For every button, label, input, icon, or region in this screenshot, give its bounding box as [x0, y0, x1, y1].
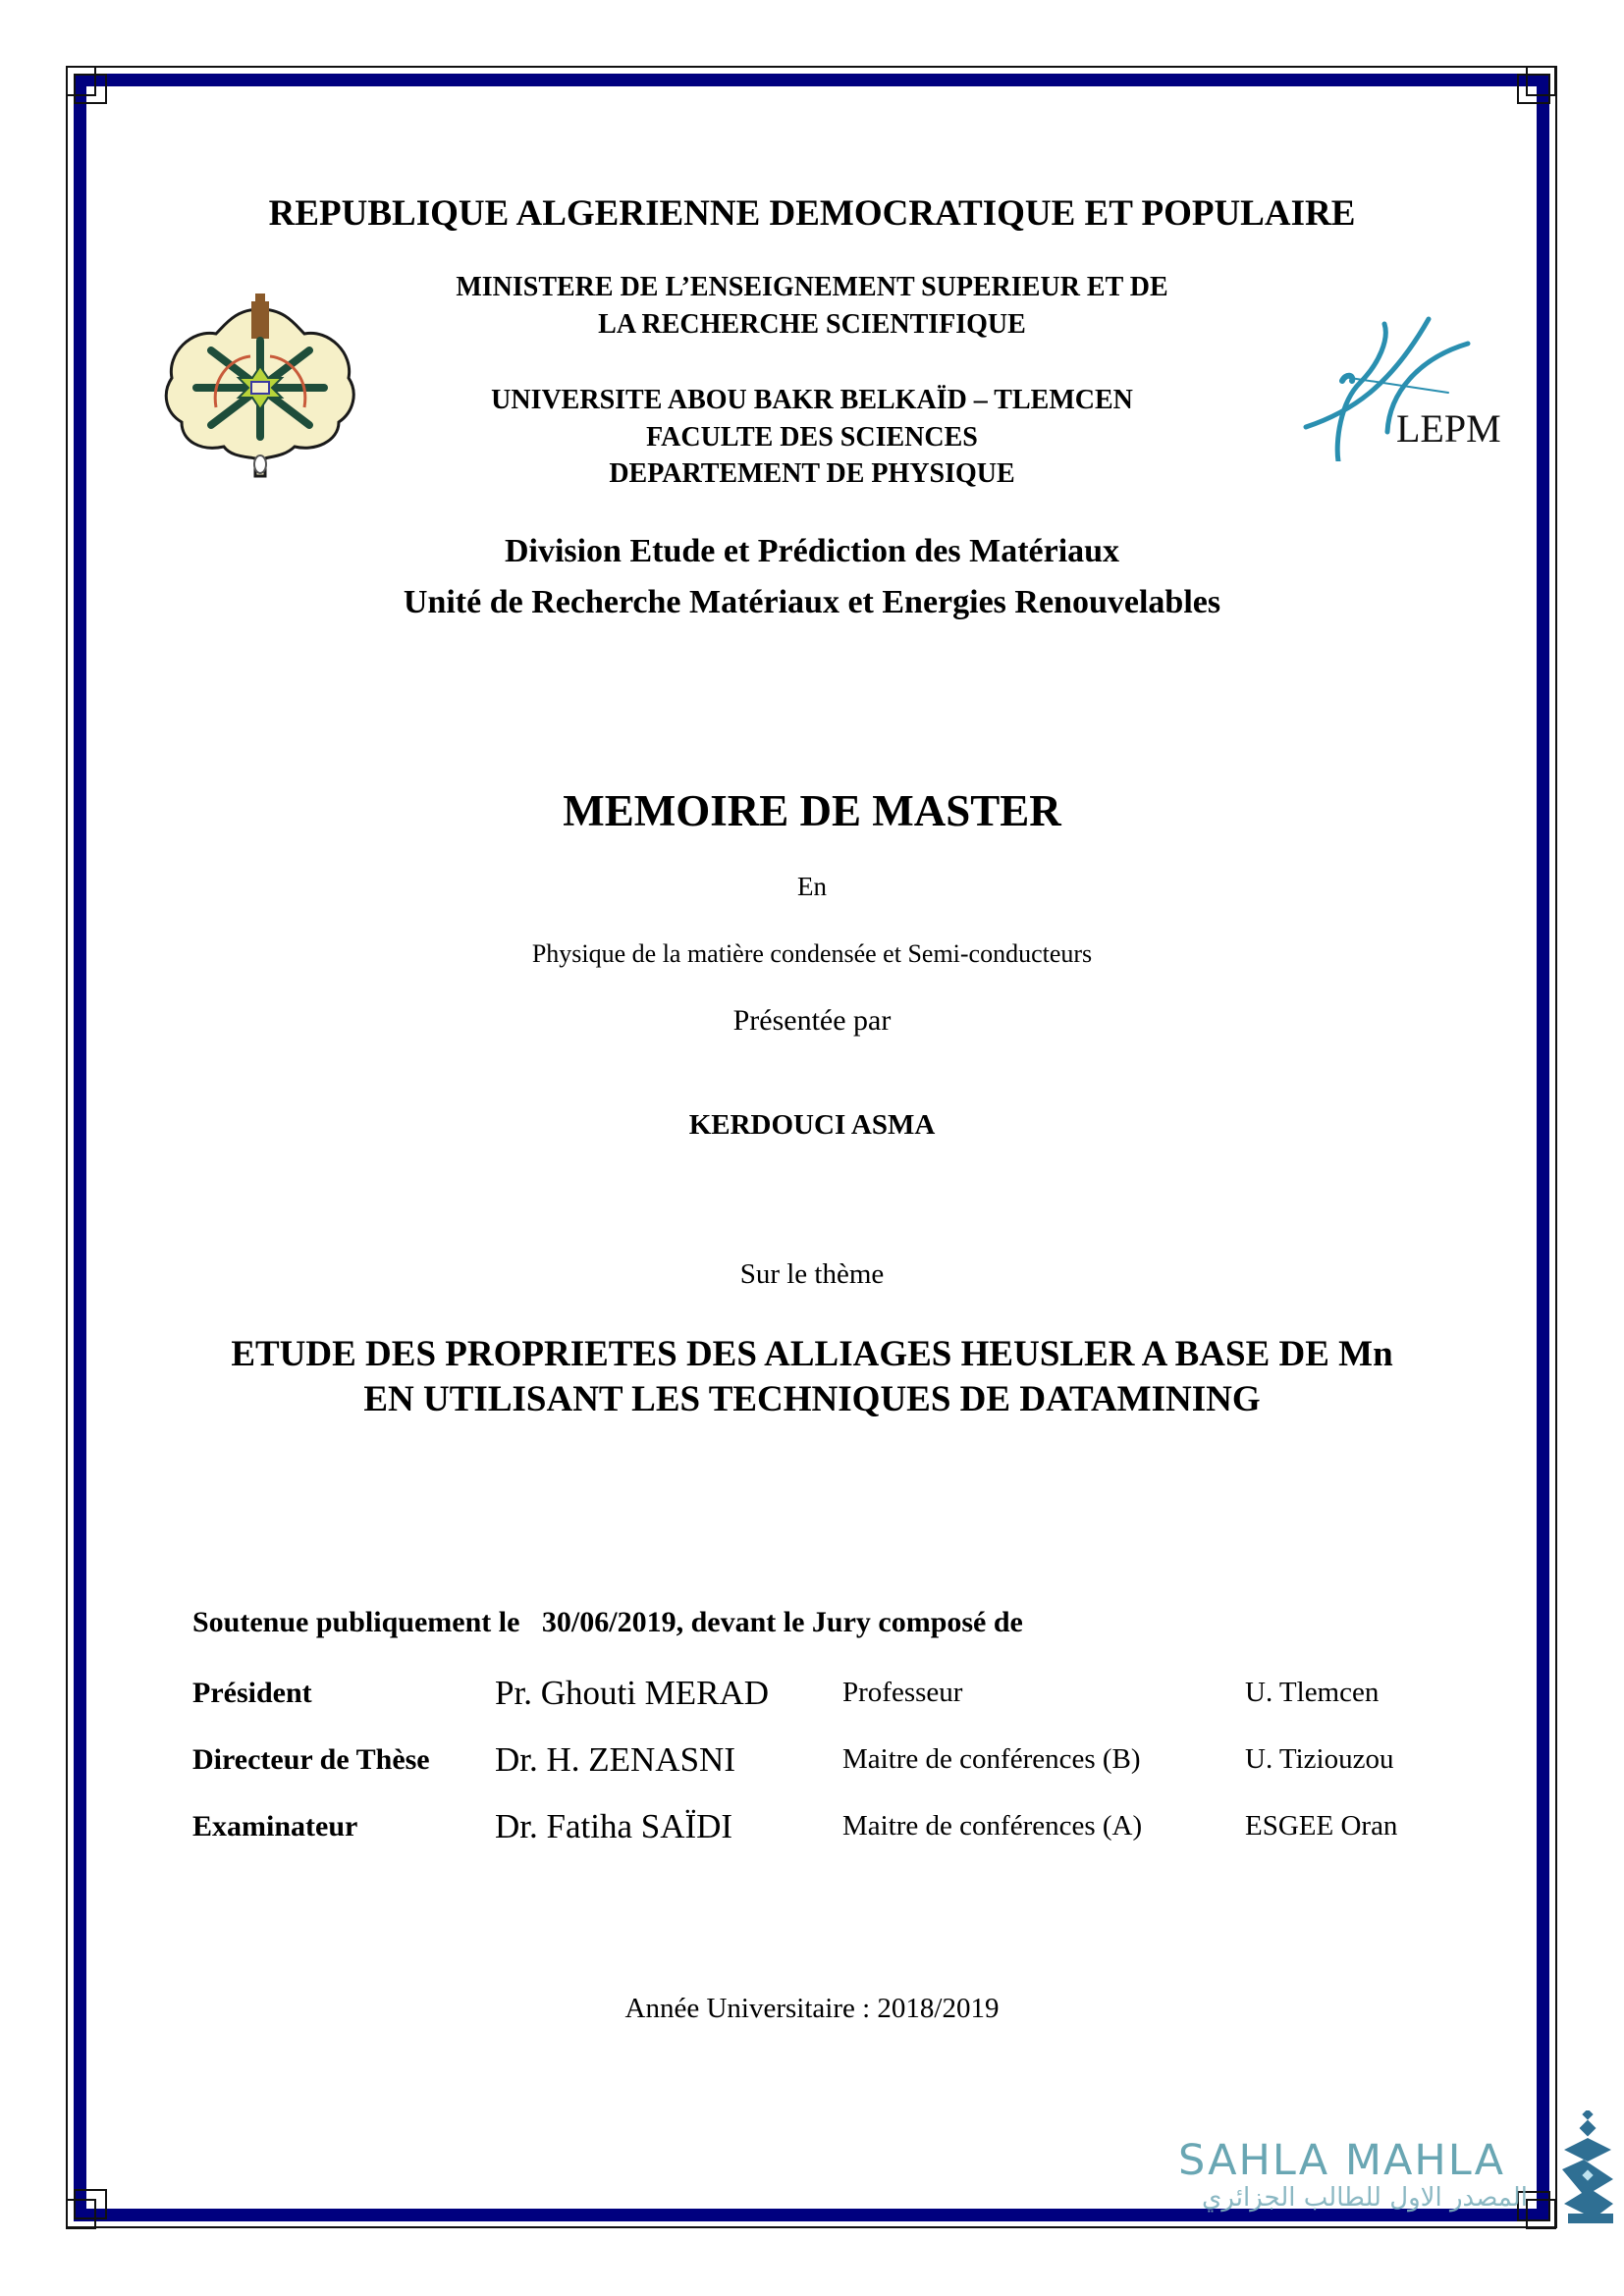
defense-statement: Soutenue publiquement le 30/06/2019, devant le Jury composé de [192, 1606, 1023, 1638]
theme-label: Sur le thème [739, 1258, 885, 1290]
department-name: DEPARTEMENT DE PHYSIQUE [609, 458, 1015, 489]
jury-institution: U. Tiziouzou [1245, 1743, 1394, 1775]
ministry-line-2: LA RECHERCHE SCIENTIFIQUE [598, 309, 1026, 340]
jury-institution: ESGEE Oran [1245, 1810, 1398, 1842]
faculty-name: FACULTE DES SCIENCES [646, 422, 978, 453]
watermark-emblem [1554, 2110, 1623, 2243]
jury-institution: U. Tlemcen [1245, 1677, 1380, 1708]
lepm-swoosh-icon [1281, 294, 1507, 461]
thesis-type: MEMOIRE DE MASTER [563, 786, 1061, 835]
jury-grade: Maitre de conférences (B) [842, 1743, 1141, 1775]
calligraphy-emblem-icon [1554, 2110, 1623, 2238]
university-name: UNIVERSITE ABOU BAKR BELKAÏD – TLEMCEN [491, 385, 1133, 415]
university-emblem-logo [157, 280, 363, 491]
ministry-line-1: MINISTERE DE L’ENSEIGNEMENT SUPERIEUR ET DE [456, 272, 1168, 302]
lepm-lab-logo [1281, 294, 1507, 466]
author-name: KERDOUCI ASMA [688, 1109, 936, 1141]
academic-year: Année Universitaire : 2018/2019 [624, 1993, 1000, 2024]
presented-by-label: Présentée par [732, 1004, 892, 1037]
thesis-title-line-2: EN UTILISANT LES TECHNIQUES DE DATAMINING [363, 1379, 1261, 1419]
corner-ornament-top-left-inner [74, 74, 107, 104]
speciality: Physique de la matière condensée et Semi-conducteurs [531, 939, 1093, 968]
watermark-title: SAHLA MAHLA [1178, 2136, 1506, 2185]
research-unit-name: Unité de Recherche Matériaux et Energies Renouvelables [403, 584, 1221, 620]
jury-role: Directeur de Thèse [192, 1743, 430, 1776]
jury-row-president [192, 1674, 1469, 1726]
jury-grade: Maitre de conférences (A) [842, 1810, 1143, 1842]
university-emblem-icon [157, 280, 363, 486]
jury-row-director [192, 1740, 1469, 1792]
republic-title: REPUBLIQUE ALGERIENNE DEMOCRATIQUE ET POPULAIRE [268, 193, 1356, 234]
watermark-subtitle: المصدر الاول للطالب الجزائري [1202, 2183, 1528, 2213]
jury-role: Président [192, 1677, 312, 1709]
corner-ornament-bottom-left-inner [74, 2189, 107, 2219]
jury-name: Dr. H. ZENASNI [495, 1740, 735, 1779]
division-name: Division Etude et Prédiction des Matériaux [504, 533, 1120, 569]
jury-grade: Professeur [842, 1677, 963, 1708]
jury-name: Pr. Ghouti MERAD [495, 1674, 770, 1712]
jury-row-examiner [192, 1807, 1469, 1859]
thesis-title-line-1: ETUDE DES PROPRIETES DES ALLIAGES HEUSLER A BASE DE Mn [231, 1334, 1393, 1374]
jury-name: Dr. Fatiha SAÏDI [495, 1807, 733, 1845]
jury-role: Examinateur [192, 1810, 358, 1842]
corner-ornament-top-right-inner [1517, 74, 1550, 104]
in-label: En [797, 872, 827, 901]
svg-text:LEPM: LEPM [1396, 406, 1501, 451]
